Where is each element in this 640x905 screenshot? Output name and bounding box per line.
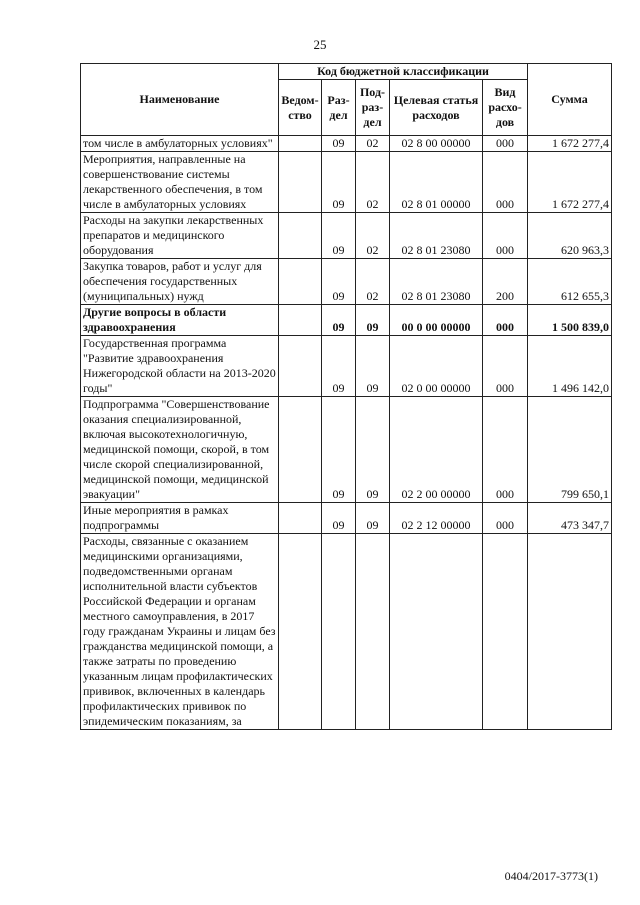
- row-vedomstvo: [279, 213, 322, 259]
- row-sum: 473 347,7: [528, 503, 612, 534]
- row-expense-type: 000: [483, 397, 528, 503]
- row-razdel: 09: [322, 152, 356, 213]
- row-target-article: 02 2 12 00000: [390, 503, 483, 534]
- row-name: Иные мероприятия в рамках подпрограммы: [81, 503, 279, 534]
- row-target-article: 02 8 01 23080: [390, 259, 483, 305]
- row-name: Государственная программа "Развитие здравоохранения Нижегородской области на 2013-2020 годы": [81, 336, 279, 397]
- row-razdel: 09: [322, 136, 356, 152]
- row-expense-type: 200: [483, 259, 528, 305]
- row-name: Закупка товаров, работ и услуг для обеспечения государственных (муниципальных) нужд: [81, 259, 279, 305]
- row-expense-type: [483, 534, 528, 730]
- row-target-article: [390, 534, 483, 730]
- row-expense-type: 000: [483, 136, 528, 152]
- row-vedomstvo: [279, 503, 322, 534]
- table-row: [81, 213, 612, 259]
- budget-table: [80, 63, 612, 730]
- row-target-article: 02 0 00 00000: [390, 336, 483, 397]
- row-razdel: 09: [322, 305, 356, 336]
- row-sum: 1 500 839,0: [528, 305, 612, 336]
- table-row: [81, 336, 612, 397]
- row-name: Расходы на закупки лекарственных препаратов и медицинского оборудования: [81, 213, 279, 259]
- row-sum: 620 963,3: [528, 213, 612, 259]
- row-sum: 1 672 277,4: [528, 136, 612, 152]
- row-razdel: [322, 534, 356, 730]
- row-podrazdel: 02: [356, 152, 390, 213]
- row-sum: [528, 534, 612, 730]
- row-name: Подпрограмма "Совершенствование оказания специализированной, включая высокотехнологичную, медицинской помощи, скорой, в том числе скорой специализированной, медицинской помощи, медицинской эвакуации": [81, 397, 279, 503]
- row-target-article: 02 8 01 23080: [390, 213, 483, 259]
- row-podrazdel: 09: [356, 503, 390, 534]
- page-number: 25: [313, 37, 327, 52]
- row-razdel: 09: [322, 397, 356, 503]
- row-vedomstvo: [279, 397, 322, 503]
- row-expense-type: 000: [483, 503, 528, 534]
- row-vedomstvo: [279, 152, 322, 213]
- row-vedomstvo: [279, 259, 322, 305]
- table-row: [81, 152, 612, 213]
- row-vedomstvo: [279, 336, 322, 397]
- table-row: [81, 534, 612, 730]
- table-row: [81, 136, 612, 152]
- document-code: 0404/2017-3773(1): [504, 869, 598, 883]
- row-expense-type: 000: [483, 213, 528, 259]
- row-name: том числе в амбулаторных условиях": [81, 136, 279, 152]
- header-classification-group: Код бюджетной классификации: [279, 64, 528, 80]
- row-podrazdel: 09: [356, 397, 390, 503]
- row-razdel: 09: [322, 213, 356, 259]
- header-name: Наименование: [81, 64, 279, 136]
- row-vedomstvo: [279, 305, 322, 336]
- row-sum: 1 496 142,0: [528, 336, 612, 397]
- row-target-article: 02 8 01 00000: [390, 152, 483, 213]
- row-sum: 1 672 277,4: [528, 152, 612, 213]
- row-name: Расходы, связанные с оказанием медицинскими организациями, подведомственными органам исполнительной власти субъектов Российской Федерации и органам местного самоуправления, в 2017 году гражданам Украины и лицам без гражданства медицинской помощи, а также затраты по проведению указанным лицам профилактических прививок, включенных в календарь профилактических прививок по эпидемическим показаниям, за: [81, 534, 279, 730]
- header-vedomstvo: Ведом-ство: [279, 80, 322, 136]
- row-target-article: 02 2 00 00000: [390, 397, 483, 503]
- row-podrazdel: 09: [356, 305, 390, 336]
- header-expense-type: Вид расхо-дов: [483, 80, 528, 136]
- header-podrazdel: Под-раз-дел: [356, 80, 390, 136]
- table-row: [81, 397, 612, 503]
- header-target-article: Целевая статья расходов: [390, 80, 483, 136]
- row-expense-type: 000: [483, 152, 528, 213]
- header-razdel: Раз-дел: [322, 80, 356, 136]
- row-target-article: 02 8 00 00000: [390, 136, 483, 152]
- row-target-article: 00 0 00 00000: [390, 305, 483, 336]
- row-podrazdel: [356, 534, 390, 730]
- row-vedomstvo: [279, 136, 322, 152]
- row-name: Другие вопросы в области здравоохранения: [81, 305, 279, 336]
- row-vedomstvo: [279, 534, 322, 730]
- row-razdel: 09: [322, 336, 356, 397]
- row-podrazdel: 09: [356, 336, 390, 397]
- row-razdel: 09: [322, 503, 356, 534]
- table-row: [81, 259, 612, 305]
- row-sum: 612 655,3: [528, 259, 612, 305]
- row-razdel: 09: [322, 259, 356, 305]
- row-podrazdel: 02: [356, 213, 390, 259]
- row-name: Мероприятия, направленные на совершенствование системы лекарственного обеспечения, в том числе в амбулаторных условиях: [81, 152, 279, 213]
- table-row: [81, 503, 612, 534]
- header-sum: Сумма: [528, 64, 612, 136]
- table-row: [81, 305, 612, 336]
- row-expense-type: 000: [483, 336, 528, 397]
- row-podrazdel: 02: [356, 259, 390, 305]
- row-sum: 799 650,1: [528, 397, 612, 503]
- row-podrazdel: 02: [356, 136, 390, 152]
- row-expense-type: 000: [483, 305, 528, 336]
- table-body: [81, 136, 612, 730]
